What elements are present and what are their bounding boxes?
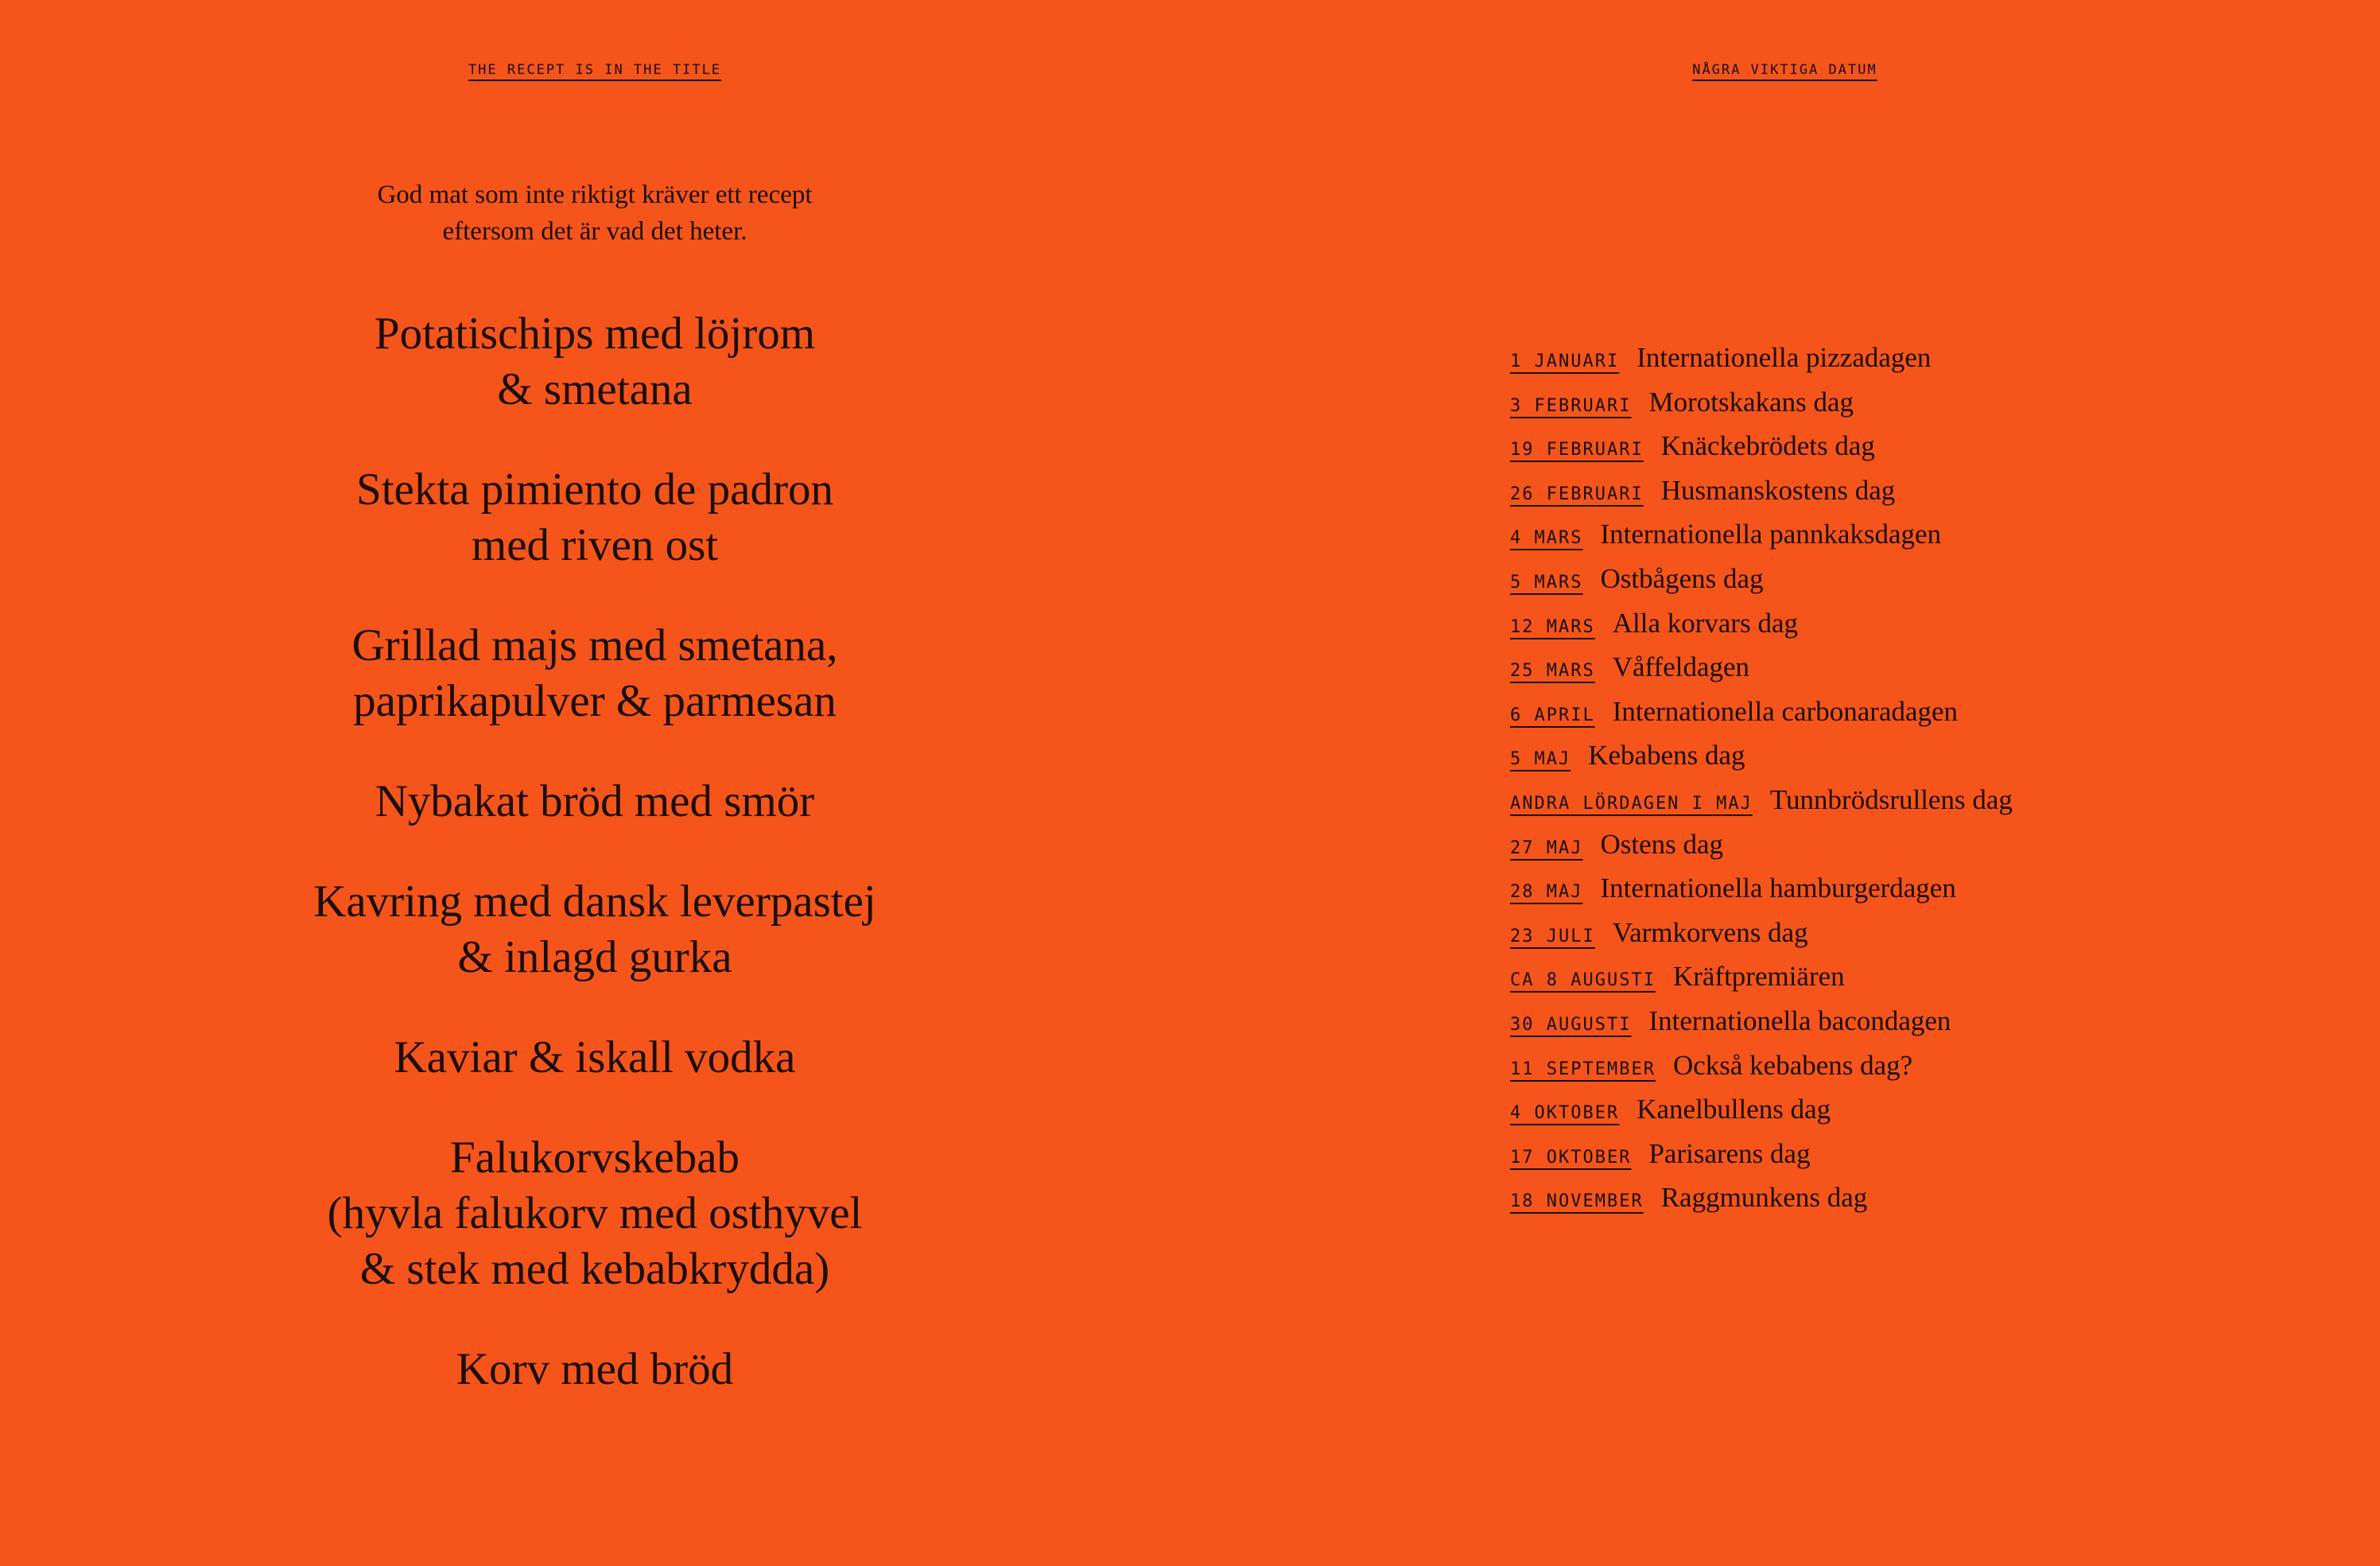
date-label: 30 AUGUSTI	[1510, 1014, 1632, 1035]
date-name: Internationella pannkaksdagen	[1600, 519, 1942, 550]
date-name: Kräftpremiären	[1672, 961, 1845, 993]
date-row	[1510, 1138, 2013, 1183]
date-label: 4 OKTOBER	[1510, 1103, 1620, 1124]
recipe-item: Falukorvskebab (hyvla falukorv med osthyvel & stek med kebabkrydda)	[327, 1133, 863, 1294]
date-name: Internationella bacondagen	[1648, 1004, 1951, 1036]
recipe-item: Stekta pimiento de padron med riven ost	[356, 464, 833, 570]
date-label: 1 JANUARI	[1510, 352, 1620, 371]
date-name: Kebabens dag	[1588, 740, 1745, 771]
recipes-section-label: THE RECEPT IS IN THE TITLE	[468, 62, 722, 78]
date-label: 26 FEBRUARI	[1510, 484, 1644, 504]
date-name: Kanelbullens dag	[1636, 1094, 1831, 1125]
dates-section-label: NÅGRA VIKTIGA DATUM	[1692, 62, 1877, 78]
date-label: ANDRA LÖRDAGEN I MAJ	[1510, 793, 1753, 814]
date-row	[1510, 563, 2013, 608]
date-label: 18 NOVEMBER	[1510, 1191, 1644, 1212]
date-label: 5 MARS	[1510, 572, 1583, 593]
date-row	[1510, 608, 2013, 652]
date-name: Ostbågens dag	[1600, 562, 1764, 594]
date-row	[1510, 696, 2013, 740]
date-label: 12 MARS	[1510, 616, 1595, 637]
date-list	[1510, 342, 2013, 1226]
date-name: Ostens dag	[1600, 828, 1724, 860]
date-label: 11 SEPTEMBER	[1510, 1059, 1656, 1079]
date-label: 3 FEBRUARI	[1510, 395, 1632, 416]
date-name: Tunnbrödsrullens dag	[1769, 783, 2013, 815]
date-row	[1510, 740, 2013, 784]
date-name: Alla korvars dag	[1612, 607, 1798, 639]
date-name: Internationella pizzadagen	[1636, 342, 1932, 373]
date-label: 28 MAJ	[1510, 882, 1583, 903]
date-label: 4 MARS	[1510, 528, 1583, 549]
date-name: Varmkorvens dag	[1612, 916, 1808, 948]
date-name: Parisarens dag	[1648, 1137, 1811, 1169]
date-row	[1510, 430, 2013, 475]
date-label: 6 APRIL	[1510, 705, 1595, 725]
date-label: 25 MARS	[1510, 661, 1595, 682]
right-page	[1190, 0, 2380, 1566]
date-row	[1510, 342, 2013, 387]
date-label: 23 JULI	[1510, 926, 1595, 946]
date-name: Morotskakans dag	[1648, 386, 1854, 418]
date-label: 17 OKTOBER	[1510, 1147, 1632, 1168]
date-row	[1510, 651, 2013, 696]
recipe-item: Kaviar & iskall vodka	[394, 1032, 796, 1082]
date-row	[1510, 1182, 2013, 1226]
date-name: Husmanskostens dag	[1660, 474, 1896, 506]
recipe-item: Kavring med dansk leverpastej & inlagd gurka	[313, 876, 876, 982]
date-name: Också kebabens dag?	[1672, 1049, 1913, 1081]
recipes-intro: God mat som inte riktigt kräver ett recept eftersom det är vad det heter.	[377, 181, 813, 246]
date-label: 5 MAJ	[1510, 749, 1571, 770]
date-label: 19 FEBRUARI	[1510, 440, 1644, 460]
recipe-item: Grillad majs med smetana, paprikapulver & parmesan	[351, 620, 838, 726]
date-label: CA 8 AUGUSTI	[1510, 970, 1656, 991]
date-name: Våffeldagen	[1612, 651, 1750, 683]
date-name: Internationella hamburgerdagen	[1600, 872, 1956, 904]
recipe-item: Potatischips med löjrom & smetana	[374, 309, 816, 414]
date-name: Raggmunkens dag	[1660, 1182, 1868, 1214]
date-row	[1510, 872, 2013, 917]
recipe-item: Nybakat bröd med smör	[375, 776, 815, 826]
date-row	[1510, 519, 2013, 563]
date-row	[1510, 829, 2013, 873]
date-row	[1510, 784, 2013, 829]
date-row	[1510, 387, 2013, 431]
recipe-list	[0, 306, 1190, 1442]
date-row	[1510, 1050, 2013, 1094]
date-label: 27 MAJ	[1510, 837, 1583, 858]
date-row	[1510, 961, 2013, 1005]
date-row	[1510, 475, 2013, 519]
recipe-item: Korv med bröd	[456, 1344, 734, 1394]
date-name: Knäckebrödets dag	[1660, 430, 1875, 462]
date-row	[1510, 1005, 2013, 1050]
date-row	[1510, 1094, 2013, 1138]
date-name: Internationella carbonaradagen	[1612, 695, 1959, 727]
date-row	[1510, 917, 2013, 962]
